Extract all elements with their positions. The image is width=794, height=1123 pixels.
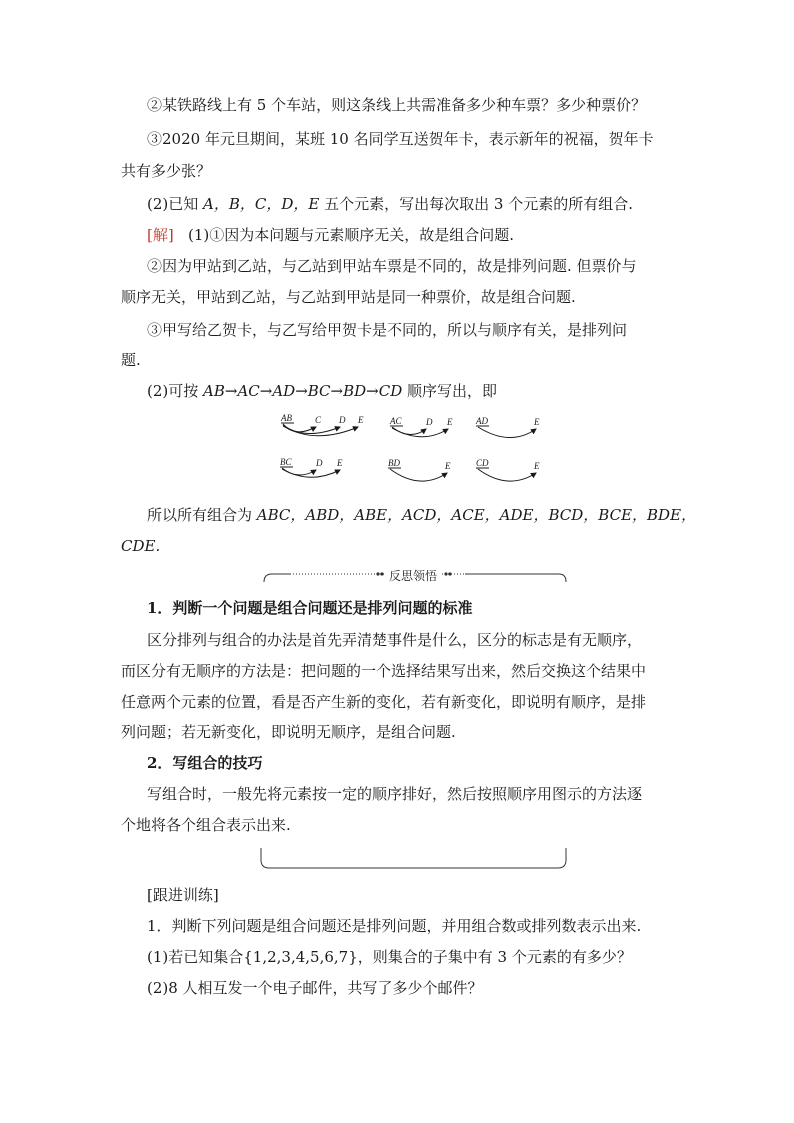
solution-tag: [解] — [147, 226, 174, 244]
reflection-p1-line1: 区分排列与组合的办法是首先弄清楚事件是什么，区分的标志是有无顺序， — [147, 631, 643, 649]
training-q1-1: (1)若已知集合{1,2,3,4,5,6,7}，则集合的子集中有 3 个元素的有多少？ — [147, 948, 632, 966]
problem-part2 — [147, 194, 633, 214]
part2-vars: A，B，C，D，E — [203, 195, 320, 213]
reflection-p2-line2: 个地将各个组合表示出来. — [121, 816, 291, 834]
label-cd-e: E — [534, 461, 540, 471]
solution-p2 — [147, 381, 497, 401]
reflection-heading-2: 2．写组合的技巧 — [147, 754, 263, 772]
problem-q3-line2: 共有多少张？ — [121, 162, 212, 180]
reflection-p1-line4: 列问题；若无新变化，即说明无顺序，是组合问题. — [121, 723, 456, 741]
bd-to-e-arrow — [390, 469, 447, 481]
part2-prefix: (2)已知 — [147, 195, 204, 213]
label-ab-e: E — [358, 415, 364, 425]
part2-suffix: 五个元素，写出每次取出 3 个元素的所有组合. — [319, 195, 633, 213]
solution-line1 — [147, 225, 514, 245]
training-tag: [跟进训练] — [147, 886, 219, 904]
ab-to-e-arrow — [283, 426, 358, 436]
solution-s2-line1: ②因为甲站到乙站，与乙站到甲站车票是不同的，故是排列问题. 但票价与 — [147, 257, 637, 275]
solution-s3-line2: 题. — [121, 351, 141, 369]
reflection-p1-line3: 任意两个元素的位置，看是否产生新的变化，若有新变化，即说明有顺序，是排 — [121, 693, 647, 711]
label-bc-e: E — [337, 458, 343, 468]
label-ac-e: E — [447, 417, 453, 427]
solution-s1: (1)①因为本问题与元素顺序无关，故是组合问题. — [188, 226, 515, 244]
label-bc: BC — [280, 457, 292, 467]
label-bc-d: D — [316, 458, 323, 468]
solution-s2-line2: 顺序无关，甲站到乙站，与乙站到甲站是同一种票价，故是组合问题. — [121, 288, 576, 306]
p2-prefix: (2)可按 — [147, 382, 204, 400]
label-bd: BD — [388, 458, 400, 468]
reflection-title: 反思领悟 — [389, 569, 438, 583]
combination-diagram — [270, 405, 560, 490]
label-ad: AD — [476, 416, 488, 426]
label-ac: AC — [390, 416, 402, 426]
problem-q3-line1: ③2020 年元旦期间，某班 10 名同学互送贺年卡，表示新年的祝福，贺年卡 — [147, 130, 654, 148]
label-cd: CD — [476, 458, 489, 468]
frame-bottom — [261, 848, 566, 868]
label-ac-d: D — [426, 417, 433, 427]
label-bd-e: E — [445, 461, 451, 471]
result-line1 — [147, 505, 696, 525]
label-ad-e: E — [534, 417, 540, 427]
p2-suffix: 顺序写出，即 — [402, 382, 498, 400]
label-ab: AB — [281, 413, 292, 423]
label-ab-c: C — [315, 415, 322, 425]
training-q1-2: (2)8 人相互发一个电子邮件，共写了多少个邮件？ — [147, 979, 483, 997]
frame-top-left — [264, 574, 290, 582]
solution-s3-line1: ③甲写给乙贺卡，与乙写给甲贺卡是不同的，所以与顺序有关，是排列问 — [147, 321, 628, 339]
result-line2: CDE. — [121, 537, 161, 555]
reflection-p2-line1: 写组合时，一般先将元素按一定的顺序排好，然后按照顺序用图示的方法逐 — [147, 785, 643, 803]
result-list-a: ABC，ABD，ABE，ACD，ACE，ADE，BCD，BCE，BDE， — [256, 506, 697, 524]
training-q1: 1．判断下列问题是组合问题还是排列问题，并用组合数或排列数表示出来. — [147, 917, 642, 935]
p2-sequence: AB→AC→AD→BC→BD→CD — [203, 382, 403, 400]
reflection-heading-1: 1．判断一个问题是组合问题还是排列问题的标准 — [147, 599, 473, 617]
ad-to-e-arrow — [478, 427, 536, 438]
label-ab-d: D — [339, 415, 346, 425]
result-prefix: 所以所有组合为 — [147, 506, 257, 524]
cd-to-e-arrow — [478, 469, 536, 481]
frame-top-right — [465, 574, 566, 582]
problem-q2: ②某铁路线上有 5 个车站，则这条线上共需准备多少种车票？多少种票价？ — [147, 96, 647, 114]
reflection-p1-line2: 而区分有无顺序的方法是：把问题的一个选择结果写出来，然后交换这个结果中 — [121, 662, 647, 680]
